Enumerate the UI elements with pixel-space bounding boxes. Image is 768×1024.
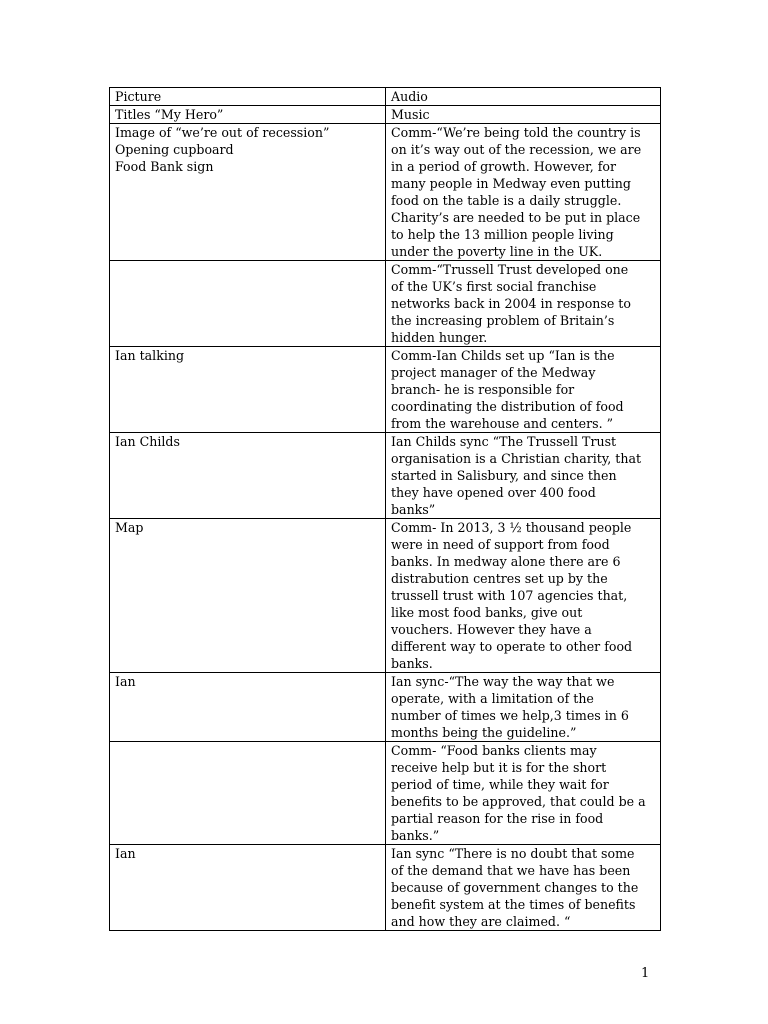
header-audio: Audio (386, 88, 661, 106)
table-row (110, 124, 661, 261)
audio-line: hidden hunger. (391, 330, 488, 345)
table-row (110, 106, 661, 124)
header-row (110, 88, 661, 106)
audio-line: many people in Medway even putting (391, 176, 631, 191)
audio-cell (386, 106, 661, 124)
table-row (110, 673, 661, 742)
audio-line: under the poverty line in the UK. (391, 244, 603, 259)
script-table-body (110, 88, 661, 931)
audio-line: operate, with a limitation of the (391, 691, 594, 706)
audio-line: branch- he is responsible for (391, 382, 575, 397)
audio-line: Ian Childs sync “The Trussell Trust (391, 434, 617, 449)
table-row (110, 742, 661, 845)
table-row (110, 519, 661, 673)
audio-line: banks. In medway alone there are 6 (391, 554, 621, 569)
audio-line: banks.” (391, 828, 440, 843)
header-picture: Picture (110, 88, 386, 106)
table-row (110, 347, 661, 433)
audio-line: from the warehouse and centers. ” (391, 416, 614, 431)
picture-cell (110, 261, 386, 347)
audio-line: period of time, while they wait for (391, 777, 609, 792)
audio-line: project manager of the Medway (391, 365, 596, 380)
audio-line: Ian sync “There is no doubt that some (391, 846, 635, 861)
audio-cell (386, 845, 661, 931)
audio-line: receive help but it is for the short (391, 760, 607, 775)
picture-line: Titles “My Hero” (115, 107, 224, 122)
audio-line: vouchers. However they have a (391, 622, 592, 637)
audio-line: months being the guideline.” (391, 725, 577, 740)
audio-line: and how they are claimed. “ (391, 914, 571, 929)
audio-line: they have opened over 400 food (391, 485, 596, 500)
audio-line: Music (391, 107, 430, 122)
audio-line: because of government changes to the (391, 880, 639, 895)
audio-line: banks” (391, 502, 436, 517)
audio-cell (386, 261, 661, 347)
audio-cell (386, 519, 661, 673)
picture-cell (110, 347, 386, 433)
audio-line: Comm- “Food banks clients may (391, 743, 597, 758)
audio-line: number of times we help,3 times in 6 (391, 708, 629, 723)
page-number: 1 (641, 966, 650, 981)
audio-line: benefit system at the times of benefits (391, 897, 636, 912)
picture-cell (110, 433, 386, 519)
audio-line: food on the table is a daily struggle. (391, 193, 622, 208)
audio-line: Ian sync-“The way the way that we (391, 674, 615, 689)
audio-line: started in Salisbury, and since then (391, 468, 617, 483)
audio-line: on it’s way out of the recession, we are (391, 142, 642, 157)
audio-line: in a period of growth. However, for (391, 159, 617, 174)
picture-line: Image of “we’re out of recession” (115, 125, 330, 140)
audio-line: banks. (391, 656, 433, 671)
audio-line: like most food banks, give out (391, 605, 583, 620)
audio-cell (386, 347, 661, 433)
table-row (110, 845, 661, 931)
audio-line: Charity’s are needed to be put in place (391, 210, 641, 225)
picture-line: Opening cupboard (115, 142, 234, 157)
table-row (110, 433, 661, 519)
picture-line: Map (115, 520, 144, 535)
script-table (109, 87, 661, 931)
audio-cell (386, 742, 661, 845)
picture-cell (110, 742, 386, 845)
audio-line: Comm-“We’re being told the country is (391, 125, 641, 140)
audio-cell (386, 673, 661, 742)
picture-line: Ian (115, 674, 136, 689)
audio-line: trussell trust with 107 agencies that, (391, 588, 628, 603)
picture-line: Ian (115, 846, 136, 861)
picture-cell (110, 124, 386, 261)
audio-line: different way to operate to other food (391, 639, 633, 654)
table-row (110, 261, 661, 347)
audio-line: benefits to be approved, that could be a (391, 794, 646, 809)
audio-line: Comm-“Trussell Trust developed one (391, 262, 629, 277)
audio-line: distrabution centres set up by the (391, 571, 608, 586)
picture-cell (110, 673, 386, 742)
picture-cell (110, 106, 386, 124)
audio-line: of the demand that we have has been (391, 863, 631, 878)
audio-cell (386, 124, 661, 261)
audio-line: Comm-Ian Childs set up “Ian is the (391, 348, 615, 363)
audio-line: networks back in 2004 in response to (391, 296, 631, 311)
audio-line: Comm- In 2013, 3 ½ thousand people (391, 520, 632, 535)
audio-line: partial reason for the rise in food (391, 811, 604, 826)
audio-line: of the UK’s first social franchise (391, 279, 597, 294)
audio-cell (386, 433, 661, 519)
picture-cell (110, 845, 386, 931)
picture-line: Ian Childs (115, 434, 180, 449)
audio-line: to help the 13 million people living (391, 227, 614, 242)
picture-line: Food Bank sign (115, 159, 214, 174)
audio-line: the increasing problem of Britain’s (391, 313, 615, 328)
picture-cell (110, 519, 386, 673)
audio-line: organisation is a Christian charity, that (391, 451, 642, 466)
audio-line: were in need of support from food (391, 537, 610, 552)
picture-line: Ian talking (115, 348, 185, 363)
audio-line: coordinating the distribution of food (391, 399, 624, 414)
